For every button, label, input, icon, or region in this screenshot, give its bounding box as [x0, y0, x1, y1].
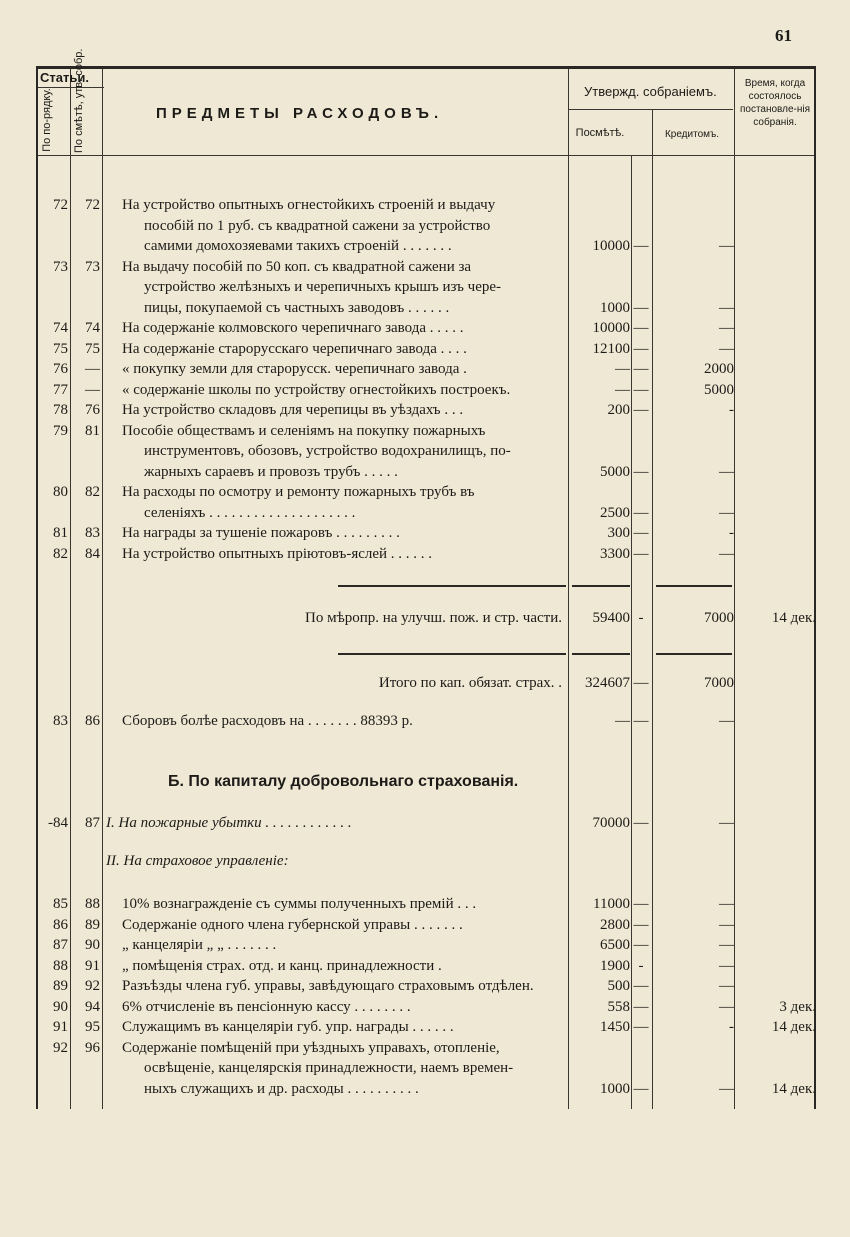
row-number: 92 — [53, 1039, 68, 1056]
subtotal-row-sum: 59400 — [592, 610, 630, 626]
row-description: « содержаніе школы по устройству огнестойкихъ построекъ. — [122, 381, 511, 398]
section-rule — [572, 585, 630, 587]
row-estimate-number: 74 — [85, 320, 100, 336]
table-row — [38, 320, 814, 341]
row-description: На устройство складовъ для черепицы въ уѣздахъ . . . — [122, 402, 464, 418]
table-row — [38, 197, 814, 259]
row-dash: — — [633, 340, 649, 357]
row-number: 82 — [53, 545, 68, 562]
table-row — [38, 815, 814, 836]
row-sum: 11000 — [593, 896, 630, 912]
table-row — [38, 423, 814, 485]
row-number: 79 — [53, 422, 68, 439]
table-row — [38, 958, 814, 979]
row-number: -84 — [48, 815, 68, 831]
row-dash: — — [633, 1080, 649, 1097]
row-sum: 1450 — [600, 1019, 630, 1035]
row-credit: — — [719, 713, 734, 729]
section-rule — [656, 585, 732, 587]
header-divider — [568, 109, 733, 110]
table-row — [38, 917, 814, 938]
row-sum: 70000 — [592, 815, 630, 831]
subtotal-row-kred: 7000 — [704, 610, 734, 626]
row-estimate-number: 91 — [85, 957, 100, 974]
table-row — [38, 361, 814, 382]
row-description: Служащимъ въ канцеляріи губ. упр. награды . . . . . . — [122, 1019, 454, 1035]
row-description: освѣщеніе, канцелярскія принадлежности, наемъ времен- — [144, 1060, 514, 1076]
row-estimate-number: 88 — [85, 896, 100, 912]
row-credit: — — [719, 320, 734, 336]
row-estimate-number: 73 — [85, 258, 100, 275]
row-dash: — — [633, 713, 649, 729]
row-dash: — — [633, 238, 649, 254]
row-estimate-number: 94 — [85, 998, 100, 1015]
row-sum: 2500 — [600, 504, 630, 521]
row-credit: — — [719, 504, 734, 521]
row-sum: 6500 — [600, 937, 630, 953]
row-sum: 558 — [607, 998, 630, 1015]
row-description: Пособіе обществамъ и селеніямъ на покупку пожарныхъ — [122, 422, 486, 439]
total-row — [38, 675, 814, 696]
row-sum: 1900 — [600, 957, 630, 974]
row-dash: — — [633, 320, 649, 336]
row-number: 83 — [53, 713, 68, 729]
row-dash: — — [633, 504, 649, 521]
row-estimate-number: 90 — [85, 937, 100, 953]
row-sum: 5000 — [600, 463, 630, 480]
row-description: « покупку земли для старорусск. черепичнаго завода . — [122, 361, 467, 377]
header-posmete: Посмѣтѣ. — [575, 127, 625, 139]
row-estimate-number: 96 — [85, 1039, 100, 1056]
row-dash: - — [638, 957, 644, 974]
row-dash: — — [633, 381, 649, 398]
row-number: 90 — [53, 998, 68, 1015]
row-number: 77 — [53, 381, 68, 398]
row-sum: — — [615, 361, 630, 377]
table-row — [38, 546, 814, 567]
row-credit: — — [719, 463, 734, 480]
row-sum: 3300 — [600, 545, 630, 562]
row-description: На награды за тушеніе пожаровъ . . . . . . . . . — [122, 525, 400, 541]
subtotal-row-d1: - — [638, 610, 644, 626]
row-estimate-number: 89 — [85, 916, 100, 933]
row-sum: 1000 — [600, 1080, 630, 1097]
row-number: 88 — [53, 957, 68, 974]
row-number: 86 — [53, 916, 68, 933]
row-description: 10% вознагражденіе съ суммы полученныхъ премій . . . — [122, 896, 477, 912]
row-credit: — — [719, 916, 734, 933]
row-description: I. На пожарные убытки . . . . . . . . . . . . — [106, 815, 352, 831]
row-description: Разъѣзды члена губ. управы, завѣдующаго страховымъ отдѣлен. — [122, 978, 534, 994]
subtotal-row-label: По мѣропр. на улучш. пож. и стр. части. — [305, 610, 562, 626]
row-number: 78 — [53, 402, 68, 418]
row-description: Содержаніе одного члена губернской управы . . . . . . . — [122, 916, 463, 933]
row-estimate-number: 76 — [85, 402, 100, 418]
page-number: 61 — [775, 26, 792, 45]
row-description: 6% отчисленіе въ пенсіонную кассу . . . . . . . . — [122, 998, 411, 1015]
row-time: 3 дек. — [779, 998, 816, 1015]
row-credit: — — [719, 957, 734, 974]
row-sum: 200 — [607, 402, 630, 418]
row-credit: - — [729, 402, 734, 418]
section-rule — [572, 653, 630, 655]
row-number: 74 — [53, 320, 68, 336]
total-row-sum: 324607 — [585, 675, 630, 691]
row-description: На устройство опытныхъ пріютовъ-яслей . . . . . . — [122, 545, 433, 562]
row-dash: — — [633, 525, 649, 541]
row-description: устройство желѣзныхъ и черепичныхъ крышъ изъ чере- — [144, 279, 502, 295]
table-row — [38, 525, 814, 546]
table-row — [38, 937, 814, 958]
table-row — [38, 1019, 814, 1040]
row-description: селеніяхъ . . . . . . . . . . . . . . . . . . . . — [144, 504, 356, 521]
row-time: 14 дек. — [771, 1080, 816, 1097]
table-row — [38, 341, 814, 362]
row-dash: — — [633, 299, 649, 316]
row-number: 76 — [53, 361, 68, 377]
header-utverzhd: Утвержд. собраніемъ. — [584, 84, 717, 99]
header-kreditom: Кредитомъ. — [664, 129, 720, 140]
row-description: пицы, покупаемой съ частныхъ заводовъ . . . . . . — [144, 299, 450, 316]
header-predmety: ПРЕДМЕТЫ РАСХОДОВЪ. — [156, 105, 444, 122]
row-credit: — — [719, 937, 734, 953]
row-description: Сборовъ болѣе расходовъ на . . . . . . . 88393 р. — [122, 713, 413, 729]
section-b-title: Б. По капиталу добровольнаго страхованія. — [168, 773, 519, 790]
row-dash: — — [633, 998, 649, 1015]
row-number: 89 — [53, 978, 68, 994]
row-description: На содержаніе колмовского черепичнаго завода . . . . . — [122, 320, 464, 336]
header-po-smete: По смѣтѣ, утв. собр. — [73, 48, 85, 153]
row-dash: — — [633, 361, 649, 377]
row-estimate-number: 87 — [85, 815, 100, 831]
row-credit: — — [719, 998, 734, 1015]
row-estimate-number: 83 — [85, 525, 100, 541]
row-description: На выдачу пособій по 50 коп. съ квадратной сажени за — [122, 258, 472, 275]
row-dash: — — [633, 916, 649, 933]
row-dash: — — [633, 896, 649, 912]
row-credit: — — [719, 238, 734, 254]
row-sum: 10000 — [592, 320, 630, 336]
row-credit: - — [729, 525, 734, 541]
subsection-title: II. На страховое управленіе: — [106, 853, 289, 869]
row-sum: 12100 — [592, 340, 630, 357]
subtotal-row-time: 14 дек. — [771, 610, 816, 626]
table-row — [38, 713, 814, 734]
row-description: ныхъ служащихъ и др. расходы . . . . . . . . . . — [144, 1080, 419, 1097]
section-rule — [338, 653, 566, 655]
row-estimate-number: 86 — [85, 713, 100, 729]
row-time: 14 дек. — [771, 1019, 816, 1035]
row-description: жарныхъ сараевъ и провозъ трубъ . . . . . — [144, 463, 398, 480]
row-estimate-number: 95 — [85, 1019, 100, 1035]
row-estimate-number: 84 — [85, 545, 100, 562]
row-dash: — — [633, 1019, 649, 1035]
row-number: 85 — [53, 896, 68, 912]
row-estimate-number: — — [85, 381, 100, 398]
row-sum: 10000 — [592, 238, 630, 254]
row-estimate-number: 81 — [85, 422, 100, 439]
row-description: Содержаніе помѣщеній при уѣздныхъ управахъ, отопленіе, — [122, 1039, 500, 1056]
table-row — [38, 896, 814, 917]
row-sum: — — [615, 713, 630, 729]
row-credit: 5000 — [704, 381, 734, 398]
row-sum: — — [615, 381, 630, 398]
row-description: „ канцеляріи „ „ . . . . . . . — [122, 937, 277, 953]
row-description: „ помѣщенія страх. отд. и канц. принадлежности . — [122, 957, 442, 974]
table-row — [38, 402, 814, 423]
row-dash: — — [633, 402, 649, 418]
total-row-kred: 7000 — [704, 675, 734, 691]
row-sum: 500 — [607, 978, 630, 994]
row-credit: — — [719, 815, 734, 831]
table-row — [38, 382, 814, 403]
row-estimate-number: 72 — [85, 197, 100, 213]
section-rule — [656, 653, 732, 655]
total-row-d1: — — [633, 675, 649, 691]
row-dash: — — [633, 545, 649, 562]
header-vremya: Время, когда состоялось постановле-нія собранія. — [739, 78, 811, 128]
row-sum: 2800 — [600, 916, 630, 933]
row-estimate-number: 75 — [85, 340, 100, 357]
table-row — [38, 1040, 814, 1102]
row-credit: — — [719, 978, 734, 994]
row-dash: — — [633, 463, 649, 480]
row-description: самими домохозяевами такихъ строеній . . . . . . . — [144, 238, 452, 254]
row-number: 80 — [53, 484, 68, 500]
row-sum: 300 — [607, 525, 630, 541]
header-po-poryadku: По по-рядку. — [41, 88, 53, 152]
table-row — [38, 999, 814, 1020]
ledger-table — [36, 48, 816, 1109]
row-estimate-number: 82 — [85, 484, 100, 500]
row-number: 72 — [53, 197, 68, 213]
row-dash: — — [633, 937, 649, 953]
row-description: На расходы по осмотру и ремонту пожарныхъ трубъ въ — [122, 484, 475, 500]
header-statyi: Статьи. — [40, 70, 89, 85]
row-credit: - — [729, 1019, 734, 1035]
section-rule — [338, 585, 566, 587]
row-dash: — — [633, 815, 649, 831]
table-row — [38, 484, 814, 525]
total-row-label: Итого по кап. обязат. страх. . — [378, 675, 562, 691]
row-estimate-number: — — [85, 361, 100, 377]
row-estimate-number: 92 — [85, 978, 100, 994]
row-number: 75 — [53, 340, 68, 357]
subtotal-row — [38, 610, 814, 631]
row-credit: 2000 — [704, 361, 734, 377]
row-dash: — — [633, 978, 649, 994]
row-description: инструментовъ, обозовъ, устройство водохранилищъ, по- — [144, 443, 511, 459]
row-description: пособій по 1 руб. съ квадратной сажени за устройство — [144, 217, 491, 234]
row-description: На содержаніе старорусскаго черепичнаго завода . . . . — [122, 340, 467, 357]
table-row — [38, 978, 814, 999]
header-divider — [38, 155, 814, 156]
row-credit: — — [719, 299, 734, 316]
row-description: На устройство опытныхъ огнестойкихъ строеній и выдачу — [122, 197, 496, 213]
row-credit: — — [719, 545, 734, 562]
row-number: 87 — [53, 937, 68, 953]
row-credit: — — [719, 340, 734, 357]
row-credit: — — [719, 896, 734, 912]
row-number: 73 — [53, 258, 68, 275]
row-credit: — — [719, 1080, 734, 1097]
row-number: 81 — [53, 525, 68, 541]
row-number: 91 — [53, 1019, 68, 1035]
table-row — [38, 259, 814, 321]
row-sum: 1000 — [600, 299, 630, 316]
